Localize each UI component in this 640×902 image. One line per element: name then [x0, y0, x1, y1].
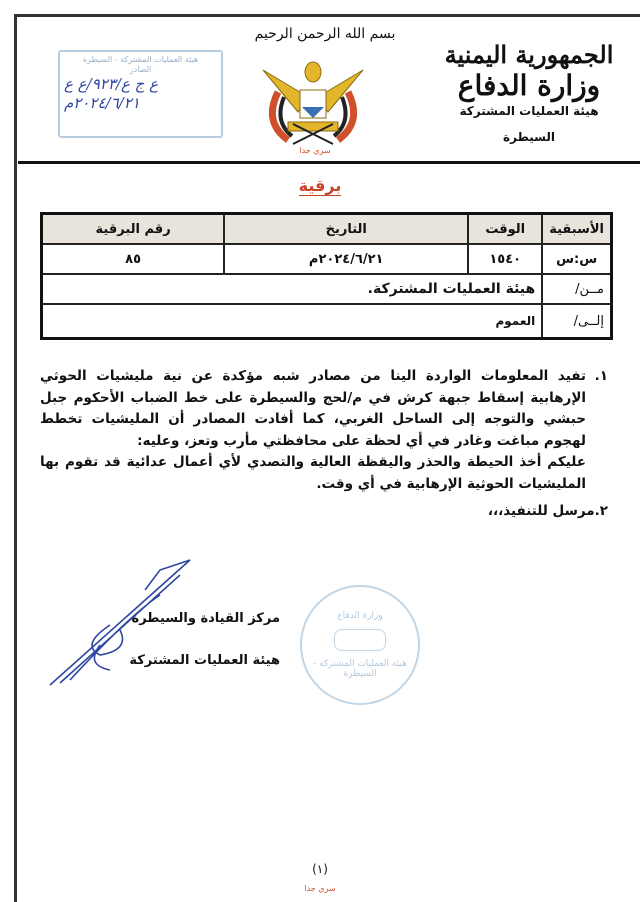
from-value: هيئة العمليات المشتركة.	[42, 274, 543, 304]
to-value: العموم	[42, 304, 543, 339]
time-value: ١٥٤٠	[468, 244, 542, 274]
seal-text-bottom: هيئة العمليات المشتركة - السيطرة	[313, 659, 407, 679]
handwritten-signature-icon	[40, 555, 210, 695]
classification-mark-top: سري جدا	[299, 146, 331, 155]
to-label: إلــى/	[542, 304, 611, 339]
priority-value: س:س	[542, 244, 611, 274]
department-name: السيطرة	[503, 130, 555, 144]
table-row	[42, 244, 612, 274]
header-telegram-number: رقم البرقية	[42, 214, 225, 245]
from-row	[42, 274, 612, 304]
ministry-name: وزارة الدفاع	[457, 69, 601, 102]
classification-mark-bottom: سري جدا	[304, 884, 336, 893]
page-number: (١)	[312, 862, 328, 876]
seal-emblem-icon	[334, 629, 386, 651]
stamp-reference: ع ج ع/٩٢٣/ع ع	[64, 75, 159, 93]
authority-name: هيئة العمليات المشتركة	[459, 104, 599, 118]
telegram-info-table	[40, 212, 613, 340]
from-label: مــن/	[542, 274, 611, 304]
document-title: برقية	[298, 176, 342, 195]
item-2: ٢.مرسل للتنفيذ،،،	[487, 503, 608, 519]
page-border-top	[14, 14, 640, 17]
basmala: بسم الله الرحمن الرحيم	[254, 26, 396, 42]
stamp-date: ٢٠٢٤/٦/٢١م	[64, 94, 140, 112]
seal-text-top: وزارة الدفاع	[337, 611, 383, 621]
signature-line-2: هيئة العمليات المشتركة	[129, 653, 280, 668]
to-row	[42, 304, 612, 339]
stamp-line-1: هيئة العمليات المشتركة - السيطرة	[82, 55, 199, 64]
header-divider	[18, 161, 640, 164]
table-header-row	[42, 214, 612, 245]
signature-line-1: مركز القيادة والسيطرة	[131, 611, 280, 626]
item-1-instruction: عليكم أخذ الحيطة والحذر واليقظة العالية والتصدي لأي أعمال عدائية قد تقوم بها المليشيات الحوثية الإرهابية في أي وقت.	[40, 454, 586, 492]
page-border-left	[14, 14, 17, 902]
telegram-number-value: ٨٥	[42, 244, 225, 274]
date-value: ٢٠٢٤/٦/٢١م	[224, 244, 468, 274]
item-1-text: تفيد المعلومات الواردة الينا من مصادر شبه مؤكدة عن نية مليشيات الحوثي الإرهابية إسقاط جبهة كرش في م/لحج والسيطرة على خط الضباب الأحكوم جبل حبشي والتوجه إلى الساحل الغربي، كما أفادت المصادر أن المليشيات تخطط لهجوم مباغت وغادر في أي لحظة على محافظتي مأرب وتعز، وعليه:	[40, 368, 586, 449]
official-seal	[300, 585, 420, 705]
stamp-line-2: الصادر	[129, 65, 152, 74]
country-name: الجمهورية اليمنية	[444, 40, 614, 69]
telegram-body	[40, 366, 608, 523]
incoming-stamp	[58, 50, 223, 138]
header-time: الوقت	[468, 214, 542, 245]
header-date: التاريخ	[224, 214, 468, 245]
header-priority: الأسبقية	[542, 214, 611, 245]
letterhead	[434, 40, 624, 144]
yemen-eagle-emblem-icon	[258, 52, 368, 147]
item-1-number: ١.	[594, 368, 608, 384]
